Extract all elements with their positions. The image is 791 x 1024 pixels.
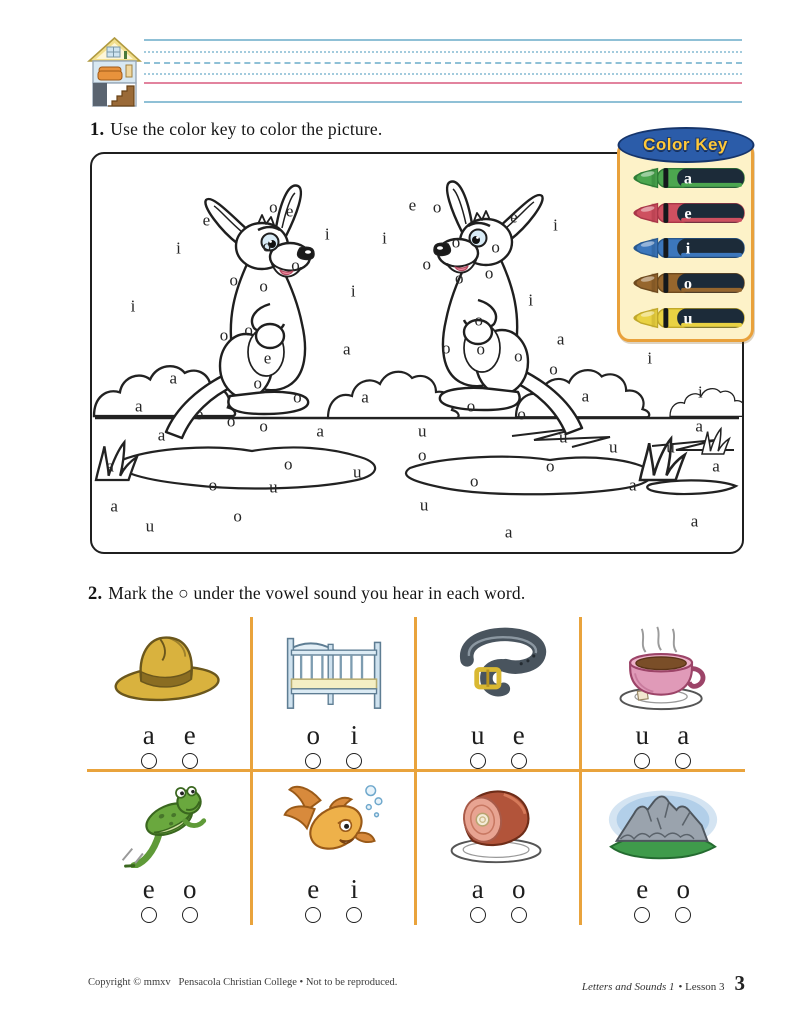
color-code-letter-o: o xyxy=(474,310,483,330)
color-code-letter-o: o xyxy=(422,254,431,274)
guide-mid-dashed-line xyxy=(144,62,742,64)
vowel-option-letter-e: e xyxy=(512,720,525,750)
color-key-title: Color Key xyxy=(617,127,754,163)
color-code-letter-o: o xyxy=(549,359,558,379)
answer-circle[interactable] xyxy=(511,907,527,923)
vowel-option-letter-a: a xyxy=(677,720,690,750)
vowel-option xyxy=(675,722,691,769)
svg-text:o: o xyxy=(683,274,693,293)
word-grid xyxy=(87,617,745,925)
color-code-letter-o: o xyxy=(284,454,293,474)
answer-circle[interactable] xyxy=(470,753,486,769)
vowel-option xyxy=(470,876,486,923)
color-code-letter-a: a xyxy=(504,522,513,542)
answer-circle[interactable] xyxy=(182,907,198,923)
color-code-letter-o: o xyxy=(432,197,442,217)
vowel-options xyxy=(305,876,362,923)
color-code-letter-o: o xyxy=(476,339,485,359)
vowel-option-letter-e: e xyxy=(307,874,320,904)
word-cell-ham xyxy=(416,771,581,925)
color-code-letter-a: a xyxy=(629,475,637,495)
cup-image xyxy=(605,622,721,717)
fish-image xyxy=(276,776,392,871)
vowel-option-letter-e: e xyxy=(183,720,196,750)
answer-circle[interactable] xyxy=(141,907,157,923)
color-code-letter-u: u xyxy=(666,437,675,457)
vowel-option-letter-o: o xyxy=(306,720,320,750)
vowel-option xyxy=(346,722,362,769)
color-code-letter-e: e xyxy=(263,348,272,368)
answer-circle[interactable] xyxy=(305,907,321,923)
color-code-letter-i: i xyxy=(382,228,387,248)
hat-image xyxy=(107,622,231,717)
color-code-letter-a: a xyxy=(361,387,369,407)
vowel-option xyxy=(634,876,650,923)
color-code-letter-o: o xyxy=(517,404,526,424)
vowel-options xyxy=(470,876,527,923)
color-code-letter-o: o xyxy=(291,255,300,275)
answer-circle[interactable] xyxy=(511,753,527,769)
ham-image xyxy=(440,776,556,871)
color-code-letter-a: a xyxy=(581,386,590,406)
section1-instruction: Use the color key to color the picture. xyxy=(110,119,383,139)
blue-crayon xyxy=(628,235,746,261)
vowel-option-letter-o: o xyxy=(676,874,690,904)
vowel-option xyxy=(470,722,486,769)
color-code-letter-o: o xyxy=(466,396,476,416)
svg-text:u: u xyxy=(683,309,693,328)
vowel-option-letter-o: o xyxy=(512,874,526,904)
vowel-option xyxy=(634,722,650,769)
color-code-letter-o: o xyxy=(253,373,262,393)
color-code-letter-o: o xyxy=(546,456,555,476)
vowel-option-letter-a: a xyxy=(142,720,155,750)
vowel-option xyxy=(346,876,362,923)
vowel-option xyxy=(675,876,691,923)
footer-right xyxy=(582,971,745,996)
page-number: 3 xyxy=(734,971,745,995)
answer-circle[interactable] xyxy=(346,753,362,769)
color-code-letter-a: a xyxy=(690,511,699,531)
color-code-letter-a: a xyxy=(343,339,351,359)
color-code-letter-e: e xyxy=(285,201,294,221)
vowel-option xyxy=(305,876,321,923)
answer-circle[interactable] xyxy=(675,907,691,923)
book-title: Letters and Sounds 1 xyxy=(581,981,675,993)
belt-image xyxy=(440,622,556,717)
word-cell-belt xyxy=(416,617,581,771)
handwriting-guide xyxy=(87,36,744,110)
color-code-letter-a: a xyxy=(695,416,703,436)
vowel-options xyxy=(305,722,362,769)
color-code-letter-u: u xyxy=(559,427,568,447)
answer-circle[interactable] xyxy=(182,753,198,769)
section1-number: 1. xyxy=(90,120,105,140)
grid-divider-horizontal xyxy=(87,769,745,772)
color-code-letter-u: u xyxy=(269,477,278,497)
section1-heading xyxy=(90,119,382,141)
answer-circle[interactable] xyxy=(470,907,486,923)
green-crayon xyxy=(628,165,746,191)
vowel-options xyxy=(141,876,198,923)
word-cell-crib xyxy=(252,617,417,771)
color-code-letter-o: o xyxy=(262,236,272,256)
color-code-letter-i: i xyxy=(130,296,136,316)
color-key-box xyxy=(617,135,754,342)
svg-text:i: i xyxy=(685,239,691,258)
word-cell-fish xyxy=(252,771,417,925)
color-code-letter-o: o xyxy=(229,270,238,290)
answer-circle[interactable] xyxy=(634,753,650,769)
answer-circle[interactable] xyxy=(634,907,650,923)
svg-text:a: a xyxy=(683,169,693,188)
word-cell-hat xyxy=(87,617,252,771)
vowel-options xyxy=(470,722,527,769)
color-code-letter-a: a xyxy=(110,496,118,516)
vowel-option-letter-u: u xyxy=(471,720,485,750)
guide-bottom-line xyxy=(144,101,742,103)
color-code-letter-o: o xyxy=(491,237,500,257)
color-code-letter-a: a xyxy=(157,425,166,445)
vowel-option xyxy=(182,722,198,769)
yellow-crayon xyxy=(628,305,746,331)
guide-baseline xyxy=(144,82,742,84)
color-code-letter-i: i xyxy=(553,215,558,235)
vowel-option xyxy=(511,876,527,923)
color-code-letter-o: o xyxy=(293,387,302,407)
vowel-options xyxy=(141,722,198,769)
guide-dotted-line-2 xyxy=(144,73,742,75)
color-code-letter-e: e xyxy=(510,207,518,227)
color-code-letter-o: o xyxy=(269,197,278,217)
vowel-option-letter-e: e xyxy=(636,874,649,904)
guide-top-line xyxy=(144,39,742,41)
color-code-letter-u: u xyxy=(417,421,427,441)
color-code-letter-a: a xyxy=(556,329,565,349)
color-code-letter-o: o xyxy=(219,325,229,345)
color-code-letter-o: o xyxy=(417,445,427,465)
house-icon xyxy=(87,37,142,112)
color-code-letter-e: e xyxy=(408,195,417,215)
color-code-letter-a: a xyxy=(135,396,143,416)
section2-number: 2. xyxy=(88,584,103,604)
section2-heading xyxy=(88,583,525,605)
mountain-image xyxy=(605,776,721,871)
vowel-option xyxy=(511,722,527,769)
color-code-letter-o: o xyxy=(195,404,204,424)
answer-circle[interactable] xyxy=(141,753,157,769)
color-code-letter-i: i xyxy=(528,290,534,310)
color-code-letter-i: i xyxy=(698,382,703,402)
vowel-option-letter-i: i xyxy=(350,720,358,750)
color-code-letter-a: a xyxy=(169,368,178,388)
vowel-option-letter-o: o xyxy=(183,874,197,904)
svg-text:e: e xyxy=(684,204,692,223)
vowel-option-letter-e: e xyxy=(142,874,155,904)
color-code-letter-o: o xyxy=(259,416,268,436)
section2-instruction: Mark the ○ under the vowel sound you hear in each word. xyxy=(108,583,526,603)
vowel-option xyxy=(305,722,321,769)
vowel-option xyxy=(141,876,157,923)
color-code-letter-o: o xyxy=(451,232,461,252)
color-code-letter-o: o xyxy=(244,320,253,340)
crib-image xyxy=(276,622,392,717)
word-cell-cup xyxy=(581,617,746,771)
color-code-letter-o: o xyxy=(514,346,523,366)
color-code-letter-a: a xyxy=(712,456,720,476)
color-code-letter-o: o xyxy=(259,276,268,296)
color-code-letter-e: e xyxy=(202,210,211,230)
color-code-letter-o: o xyxy=(484,263,494,283)
color-code-letter-u: u xyxy=(419,495,429,515)
color-code-letter-o: o xyxy=(442,338,451,358)
vowel-option xyxy=(182,876,198,923)
color-code-letter-a: a xyxy=(106,456,114,476)
color-code-letter-i: i xyxy=(176,238,181,258)
color-code-letter-i: i xyxy=(324,224,330,244)
color-code-letter-o: o xyxy=(226,411,236,431)
vowel-option xyxy=(141,722,157,769)
answer-circle[interactable] xyxy=(305,753,321,769)
color-code-letter-o: o xyxy=(455,268,464,288)
color-code-letter-o: o xyxy=(233,506,242,526)
word-cell-mountain xyxy=(581,771,746,925)
color-code-letter-u: u xyxy=(352,462,362,482)
copyright-text: Copyright © mmxv Pensacola Christian College • Not to be reproduced. xyxy=(88,977,398,988)
color-code-letter-a: a xyxy=(316,421,324,441)
color-code-letter-o: o xyxy=(208,475,218,495)
answer-circle[interactable] xyxy=(346,907,362,923)
word-cell-frog xyxy=(87,771,252,925)
color-code-letter-i: i xyxy=(350,281,356,301)
red-crayon xyxy=(628,200,746,226)
color-code-letter-u: u xyxy=(145,516,155,536)
color-code-letter-i: i xyxy=(647,348,653,368)
brown-crayon xyxy=(628,270,746,296)
frog-image xyxy=(111,776,227,871)
color-code-letter-u: u xyxy=(609,437,618,457)
vowel-option-letter-i: i xyxy=(350,874,358,904)
vowel-option-letter-a: a xyxy=(471,874,484,904)
vowel-option-letter-u: u xyxy=(635,720,649,750)
vowel-options xyxy=(634,722,691,769)
color-code-letter-o: o xyxy=(469,471,479,491)
guide-dotted-line xyxy=(144,51,742,53)
vowel-options xyxy=(634,876,691,923)
answer-circle[interactable] xyxy=(675,753,691,769)
lesson-label: • Lesson 3 xyxy=(678,981,725,993)
color-key-crayons xyxy=(628,165,746,331)
